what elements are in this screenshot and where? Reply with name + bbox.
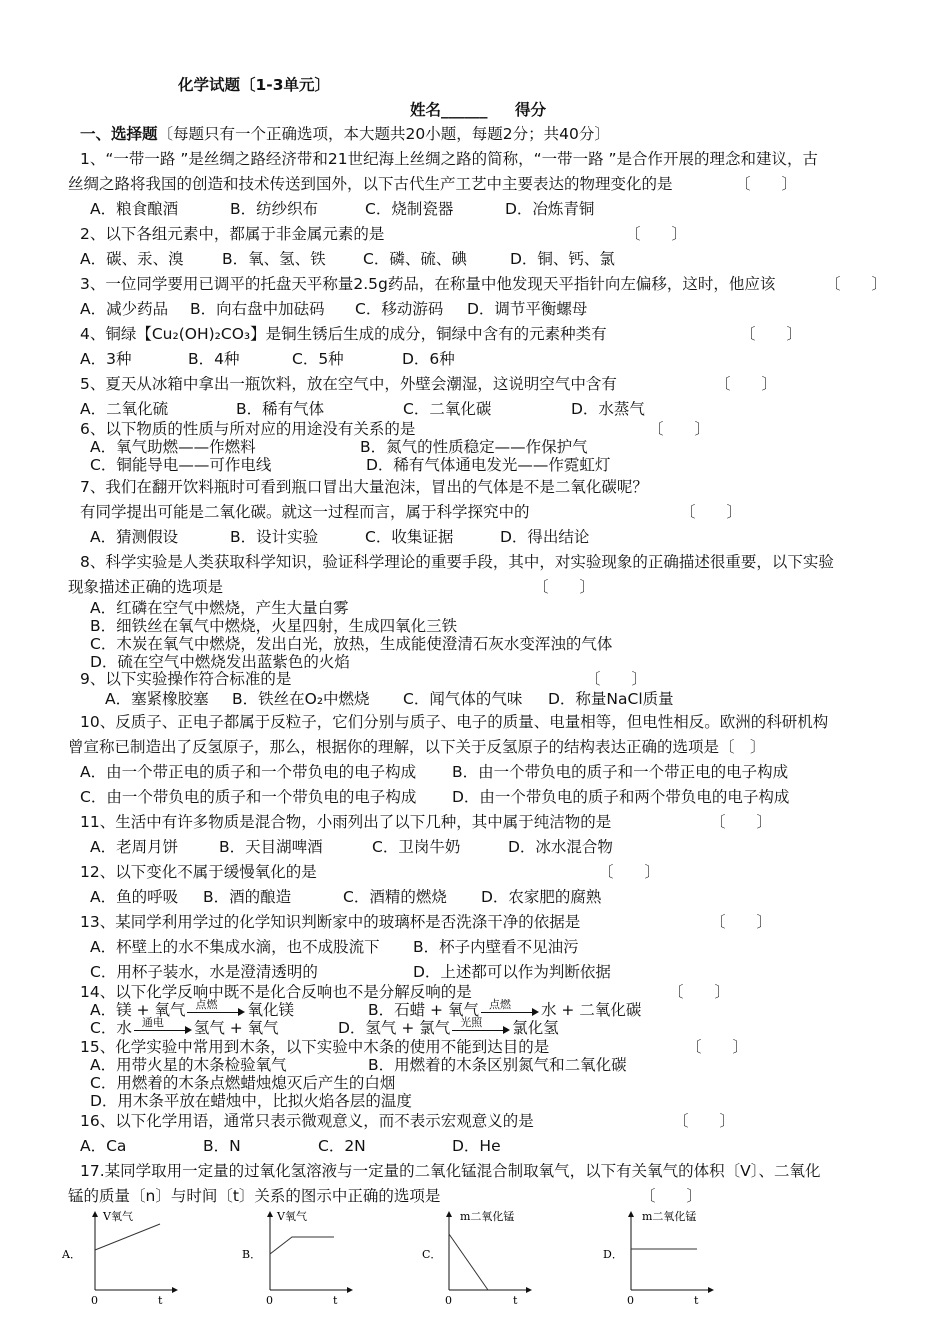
option: A．塞紧橡胶塞 [105, 690, 209, 708]
option: B．N [203, 1137, 241, 1155]
option: D．He [452, 1137, 501, 1155]
q14-stem: 14、以下化学反响中既不是化合反响也不是分解反响的是 [80, 983, 472, 1001]
option: D．冰水混合物 [508, 838, 613, 856]
origin-label: 0 [445, 1294, 452, 1307]
option: C．由一个带负电的质子和一个带负电的电子构成 [80, 788, 417, 806]
option: A．粮食酿酒 [90, 200, 179, 218]
q11-stem: 11、生活中有许多物质是混合物，小雨列出了以下几种，其中属于纯洁物的是 [80, 813, 612, 831]
products: 氧化镁 [247, 1001, 294, 1019]
q4-stem: 4、铜绿【Cu₂(OH)₂CO₃】是铜生锈后生成的成分，铜绿中含有的元素种类有 [80, 325, 607, 343]
answer-paren: 〔 〕 [585, 670, 648, 688]
option: D．称量NaCl质量 [548, 690, 674, 708]
option: C．用杯子装水，水是澄清透明的 [90, 963, 318, 981]
origin-label: 0 [627, 1294, 634, 1307]
answer-paren: 〔 〕 [825, 275, 888, 293]
answer-paren: 〔 〕 [715, 375, 778, 393]
q13-stem: 13、某同学利用学过的化学知识判断家中的玻璃杯是否洗涤干净的依据是 [80, 913, 581, 931]
q17-stem: 17.某同学取用一定量的过氧化氢溶液与一定量的二氧化锰混合制取氧气，以下有关氧气的体积〔V〕、二氧化 [80, 1162, 821, 1180]
answer-paren: 〔 〕 [640, 1187, 703, 1205]
condition: 光照 [460, 1015, 483, 1029]
x-label: t [158, 1294, 163, 1307]
reaction-arrow [187, 997, 245, 1018]
answer-paren: 〔 〕 [735, 175, 798, 193]
option: A．3种 [80, 350, 132, 368]
answer-paren: 〔 〕 [648, 420, 711, 438]
option: B．铁丝在O₂中燃烧 [232, 690, 370, 708]
option-d-reaction [338, 1015, 559, 1038]
option: C．5种 [292, 350, 344, 368]
option: B．氮气的性质稳定——作保护气 [360, 438, 588, 456]
option-a-reaction [90, 997, 294, 1020]
option: D．调节平衡螺母 [467, 300, 588, 318]
name-field: 姓名______ [410, 101, 488, 119]
reactants: D．氢气 + 氯气 [338, 1019, 451, 1037]
option: C．用燃着的木条点燃蜡烛熄灭后产生的白烟 [90, 1074, 396, 1092]
option: A．鱼的呼吸 [90, 888, 179, 906]
q10-stem: 10、反质子、正电子都属于反粒子，它们分别与质子、电子的质量、电量相等，但电性相反。欧洲的科研机构 [80, 713, 829, 731]
option: C．移动游码 [355, 300, 444, 318]
graph-ylabel: m二氧化锰 [460, 1210, 515, 1223]
graph-curve [449, 1234, 488, 1290]
option: D．用木条平放在蜡烛中，比拟火焰各层的温度 [90, 1092, 412, 1110]
q7-stem: 7、我们在翻开饮料瓶时可看到瓶口冒出大量泡沫，冒出的气体是不是二氧化碳呢？ [80, 478, 648, 496]
option: A．猜测假设 [90, 528, 179, 546]
option: C．卫岗牛奶 [372, 838, 461, 856]
option: D．6种 [402, 350, 455, 368]
option: C．铜能导电——可作电线 [90, 456, 272, 474]
answer-paren: 〔 〕 [710, 913, 773, 931]
option: D．稀有气体通电发光——作霓虹灯 [366, 456, 611, 474]
option: A．用带火星的木条检验氧气 [90, 1056, 287, 1074]
q5-stem: 5、夏天从冰箱中拿出一瓶饮料，放在空气中，外壁会潮湿，这说明空气中含有 [80, 375, 617, 393]
q10-stem-cont: 曾宣称已制造出了反氢原子，那么，根据你的理解，以下关于反氢原子的结构表达正确的选项是〔 〕 [68, 738, 766, 756]
graph-option-label: B． [242, 1248, 262, 1261]
reaction-arrow [134, 1015, 192, 1036]
q1-stem: 1、“一带一路 ”是丝绸之路经济带和21世纪海上丝绸之路的简称，“一带一路 ”是合作开展的理念和建议，古 [80, 150, 819, 168]
option: B．天目湖啤酒 [219, 838, 323, 856]
option: A．Ca [80, 1137, 127, 1155]
condition: 通电 [141, 1015, 164, 1029]
products: 氯化氢 [512, 1019, 559, 1037]
option: A．老周月饼 [90, 838, 179, 856]
section-header [80, 124, 610, 144]
section-note: 〔每题只有一个正确选项，本大题共20小题，每题2分；共40分〕 [157, 125, 610, 143]
answer-paren: 〔 〕 [533, 578, 596, 596]
option: B．酒的酿造 [203, 888, 292, 906]
option: C．收集证据 [365, 528, 454, 546]
option: A．氧气助燃——作燃料 [90, 438, 256, 456]
q7-stem-cont: 有同学提出可能是二氧化碳。就这一过程而言，属于科学探究中的 [80, 503, 530, 521]
section-heading: 一、选择题 [80, 125, 158, 143]
reaction-arrow [481, 997, 539, 1018]
products: 水 + 二氧化碳 [540, 1001, 642, 1019]
option: A．二氧化硫 [80, 400, 169, 418]
option: C．烧制瓷器 [365, 200, 454, 218]
option: A．碳、汞、溴 [80, 250, 184, 268]
answer-paren: 〔 〕 [740, 325, 803, 343]
products: 氢气 + 氧气 [193, 1019, 279, 1037]
graph-b [242, 1209, 352, 1307]
option: C．二氧化碳 [403, 400, 492, 418]
option: B．用燃着的木条区别氮气和二氧化碳 [368, 1056, 627, 1074]
option: B．由一个带负电的质子和一个带正电的电子构成 [452, 763, 789, 781]
answer-paren: 〔 〕 [680, 503, 743, 521]
graph-curve [270, 1237, 334, 1254]
graph-ylabel: m二氧化锰 [642, 1210, 697, 1223]
graph-c [422, 1209, 531, 1307]
graph-curve [95, 1224, 160, 1250]
graph-option-label: C． [422, 1248, 442, 1261]
option: C．闻气体的气味 [403, 690, 523, 708]
option: D．上述都可以作为判断依据 [413, 963, 611, 981]
q9-stem: 9、以下实验操作符合标准的是 [80, 670, 292, 688]
option: D．冶炼青铜 [505, 200, 595, 218]
option: A．红磷在空气中燃烧，产生大量白雾 [90, 599, 349, 617]
reactants: A．镁 + 氧气 [90, 1001, 186, 1019]
condition: 点燃 [195, 997, 218, 1011]
answer-paren: 〔 〕 [668, 983, 731, 1001]
reactants: B．石蜡 + 氧气 [368, 1001, 479, 1019]
graph-d [603, 1209, 713, 1307]
q17-stem-cont: 锰的质量〔n〕与时间〔t〕关系的图示中正确的选项是 [68, 1187, 441, 1205]
option: A．杯壁上的水不集成水滴，也不成股流下 [90, 938, 380, 956]
q1-stem-cont: 丝绸之路将我国的创造和技术传送到国外，以下古代生产工艺中主要表达的物理变化的是 [68, 175, 673, 193]
origin-label: 0 [91, 1294, 98, 1307]
option: C．酒精的燃烧 [343, 888, 447, 906]
option: D．得出结论 [500, 528, 590, 546]
reaction-arrow [452, 1015, 510, 1036]
option: C．木炭在氧气中燃烧，发出白光，放热，生成能使澄清石灰水变浑浊的气体 [90, 635, 613, 653]
x-label: t [333, 1294, 338, 1307]
option: B．向右盘中加砝码 [190, 300, 325, 318]
option: B．4种 [188, 350, 240, 368]
graph-ylabel: V氧气 [277, 1210, 307, 1223]
reactants: C．水 [90, 1019, 132, 1037]
answer-paren: 〔 〕 [673, 1112, 736, 1130]
option: B．杯子内壁看不见油污 [413, 938, 579, 956]
exam-title: 化学试题〔1-3单元〕 [178, 76, 331, 94]
option: C．磷、硫、碘 [363, 250, 467, 268]
answer-paren: 〔 〕 [686, 1038, 749, 1056]
option: B．氧、氢、铁 [222, 250, 326, 268]
q3-stem: 3、一位同学要用已调平的托盘天平称量2.5g药品，在称量中他发现天平指针向左偏移，这时，他应该 [80, 275, 776, 293]
x-label: t [513, 1294, 518, 1307]
option: D．铜、钙、氯 [510, 250, 615, 268]
option: A．由一个带正电的质子和一个带负电的电子构成 [80, 763, 417, 781]
option: D．由一个带负电的质子和两个带负电的电子构成 [452, 788, 790, 806]
q17-graphs [0, 1200, 950, 1310]
score-label: 得分 [515, 101, 547, 119]
option-b-reaction [368, 997, 642, 1020]
q15-stem: 15、化学实验中常用到木条，以下实验中木条的使用不能到达目的是 [80, 1038, 550, 1056]
x-label: t [694, 1294, 699, 1307]
q16-stem: 16、以下化学用语，通常只表示微观意义，而不表示宏观意义的是 [80, 1112, 534, 1130]
origin-label: 0 [266, 1294, 273, 1307]
option: D．水蒸气 [571, 400, 645, 418]
answer-paren: 〔 〕 [710, 813, 773, 831]
condition: 点燃 [488, 997, 511, 1011]
q2-stem: 2、以下各组元素中，都属于非金属元素的是 [80, 225, 385, 243]
option: B．纺纱织布 [230, 200, 319, 218]
q12-stem: 12、以下变化不属于缓慢氧化的是 [80, 863, 317, 881]
q8-stem-cont: 现象描述正确的选项是 [68, 578, 224, 596]
option: C．2N [318, 1137, 366, 1155]
graph-option-label: A． [62, 1248, 81, 1261]
option: A．减少药品 [80, 300, 169, 318]
option: D．农家肥的腐熟 [481, 888, 602, 906]
option: B．稀有气体 [236, 400, 325, 418]
option-c-reaction [90, 1015, 279, 1038]
graph-option-label: D． [603, 1248, 623, 1261]
graph-a [61, 1200, 177, 1307]
answer-paren: 〔 〕 [598, 863, 661, 881]
option: B．设计实验 [230, 528, 319, 546]
q8-stem: 8、科学实验是人类获取科学知识，验证科学理论的重要手段，其中，对实验现象的正确描述很重要，以下实验 [80, 553, 834, 571]
option: D．硫在空气中燃烧发出蓝紫色的火焰 [90, 653, 350, 671]
q6-stem: 6、以下物质的性质与所对应的用途没有关系的是 [80, 420, 416, 438]
graph-ylabel: V氧气 [103, 1210, 133, 1223]
answer-paren: 〔 〕 [625, 225, 688, 243]
option: B．细铁丝在氧气中燃烧，火星四射，生成四氧化三铁 [90, 617, 458, 635]
